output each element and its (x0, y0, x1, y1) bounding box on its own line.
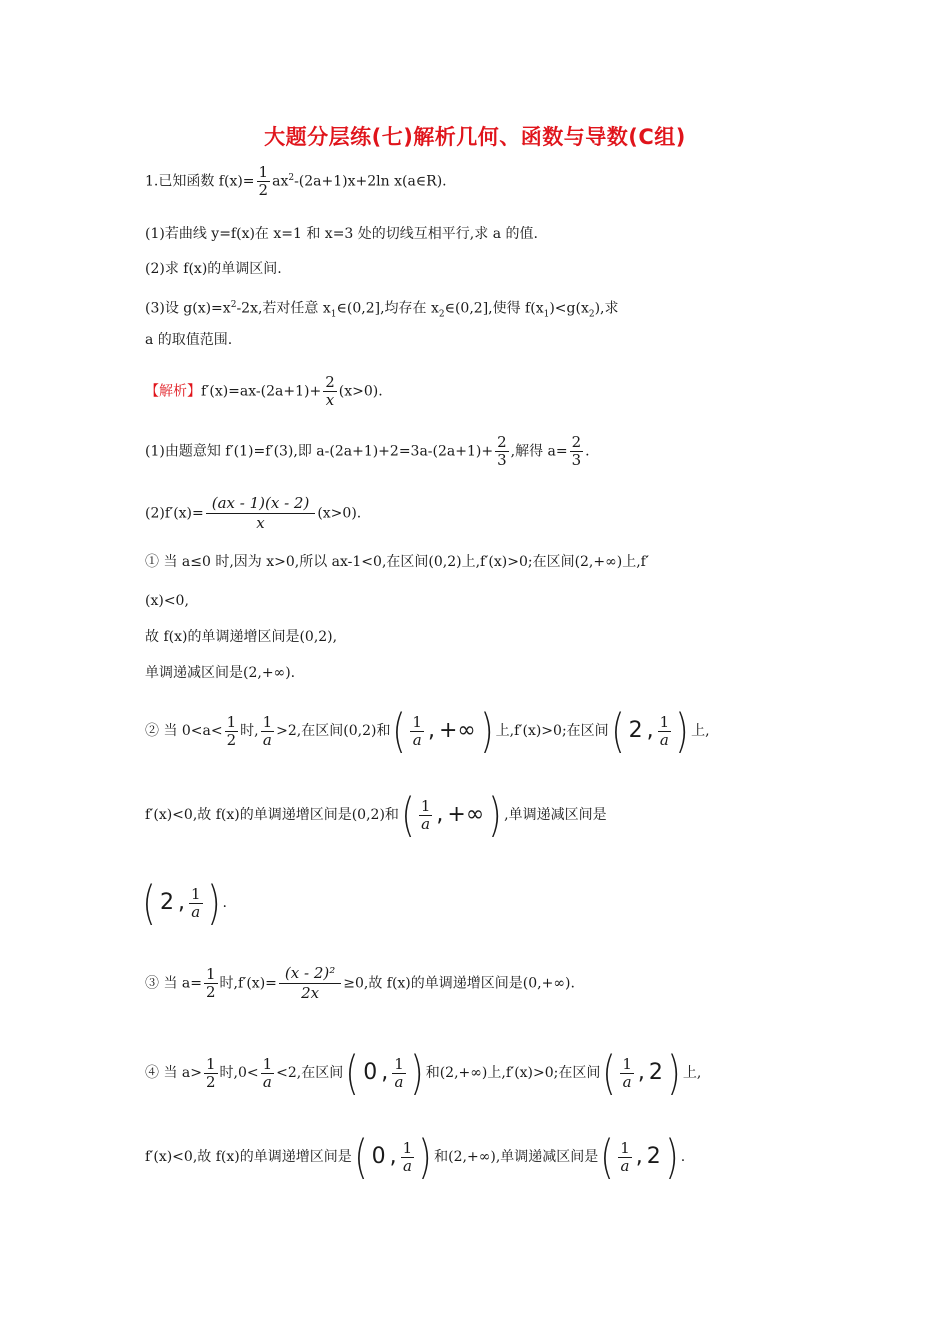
question-2: (2)求 f(x)的单调区间. (145, 261, 282, 277)
case-1-line-2: (x)<0, (145, 593, 189, 609)
case-2-line-1: ② 当 0<a< $\frac{1}{2}$ 时, $\frac{1}{a}$ >2,在区间(0,2)和 ( $\frac{1}{a}$ , +∞ ) 上,f′(x)>0;在区间 ( 2 , $\frac{1}{a}$ ) 上, (145, 704, 710, 758)
case-2-line-2: f′(x)<0,故 f(x)的单调递增区间是(0,2)和 ( $\frac{1}{a}$ , +∞ ) ,单调递减区间是 (145, 788, 607, 842)
interval: ( $\frac{1}{a}$ , 2 ) (602, 1046, 681, 1100)
fraction: $\frac{1}{2}$ (258, 163, 269, 199)
case-1-line-1: ① 当 a≤0 时,因为 x>0,所以 ax-1<0,在区间(0,2)上,f′(x)>0;在区间(2,+∞)上,f′ (145, 554, 650, 570)
question-1: (1)若曲线 y=f(x)在 x=1 和 x=3 处的切线互相平行,求 a 的值. (145, 226, 538, 242)
case-4-line-1: ④ 当 a> $\frac{1}{2}$ 时,0< $\frac{1}{a}$ <2,在区间 ( 0 , $\frac{1}{a}$ ) 和(2,+∞)上,f′(x)>0;在区间 ( $\frac{1}{a}$ , 2 ) 上, (145, 1046, 702, 1100)
fraction: $\frac{2}{3}$ (571, 433, 582, 469)
fraction: $\frac{2}{3}$ (497, 433, 507, 469)
interval: ( $\frac{1}{a}$ , +∞ ) (401, 788, 502, 842)
fraction: $\frac{2}{x}$ (325, 373, 335, 409)
interval: ( 0 , $\frac{1}{a}$ ) (345, 1046, 424, 1100)
page-title: 大题分层练(七)解析几何、函数与导数(C组) (264, 125, 686, 149)
case-2-line-3: ( 2 , $\frac{1}{a}$ ) . (140, 880, 227, 926)
solution-part-1: (1)由题意知 f′(1)=f′(3),即 a-(2a+1)+2=3a-(2a+1)+ $\frac{2}{3}$ ,解得 a= $\frac{2}{3}$ . (145, 433, 590, 469)
fraction: $\frac{1}{a}$ (262, 1054, 273, 1091)
question-3-cont: a 的取值范围. (145, 332, 233, 348)
question-3: (3)设 $g(x)=x^2-2x$,若对任意 $x_1\in(0,2]$,均存在 $x_2\in(0,2]$,使得 $f(x_1)<g(x_2)$,求 (145, 300, 619, 320)
solution-derivative: 【解析】f′(x)=ax-(2a+1)+ $\frac{2}{x}$ (x>0). (145, 373, 383, 409)
solution-part-2: (2)f′(x)= $\frac{(ax - 1)(x - 2)}{x}$ (x>0). (145, 494, 362, 532)
interval: ( 2 , $\frac{1}{a}$ ) (610, 704, 689, 758)
interval: ( 0 , $\frac{1}{a}$ ) (353, 1130, 432, 1184)
case-3: ③ 当 a= $\frac{1}{2}$ 时,f′(x)= $\frac{\text{(x - 2)²}}{2x}$ ≥0,故 f(x)的单调递增区间是(0,+∞). (145, 964, 575, 1002)
case-4-line-2: f′(x)<0,故 f(x)的单调递增区间是 ( 0 , $\frac{1}{a}$ ) 和(2,+∞),单调递减区间是 ( $\frac{1}{a}$ , 2 ) . (145, 1130, 686, 1184)
solution-tag: 【解析】 (145, 383, 201, 400)
fraction: $\frac{1}{2}$ (205, 1054, 216, 1091)
fraction: $\frac{(ax - 1)(x - 2)}{x}$ (206, 494, 316, 533)
case-1-line-3: 故 f(x)的单调递增区间是(0,2), (145, 629, 338, 645)
fraction: $\frac{1}{2}$ (205, 965, 216, 1001)
interval: ( $\frac{1}{a}$ , 2 ) (600, 1130, 679, 1184)
problem-statement: 1.已知函数 f(x)= $\frac{1}{2}$ $ax^2-(2a+1)x+2\ln$ x(a∈R). (145, 163, 447, 199)
fraction: $\frac{1}{a}$ (262, 712, 273, 749)
fraction: $\frac{\text{(x - 2)²}}{2x}$ (279, 964, 341, 1003)
interval: ( $\frac{1}{a}$ , +∞ ) (392, 704, 494, 758)
fraction: $\frac{1}{2}$ (226, 712, 237, 749)
case-1-line-4: 单调递减区间是(2,+∞). (145, 665, 296, 681)
interval: ( 2 , $\frac{1}{a}$ ) (142, 876, 221, 930)
